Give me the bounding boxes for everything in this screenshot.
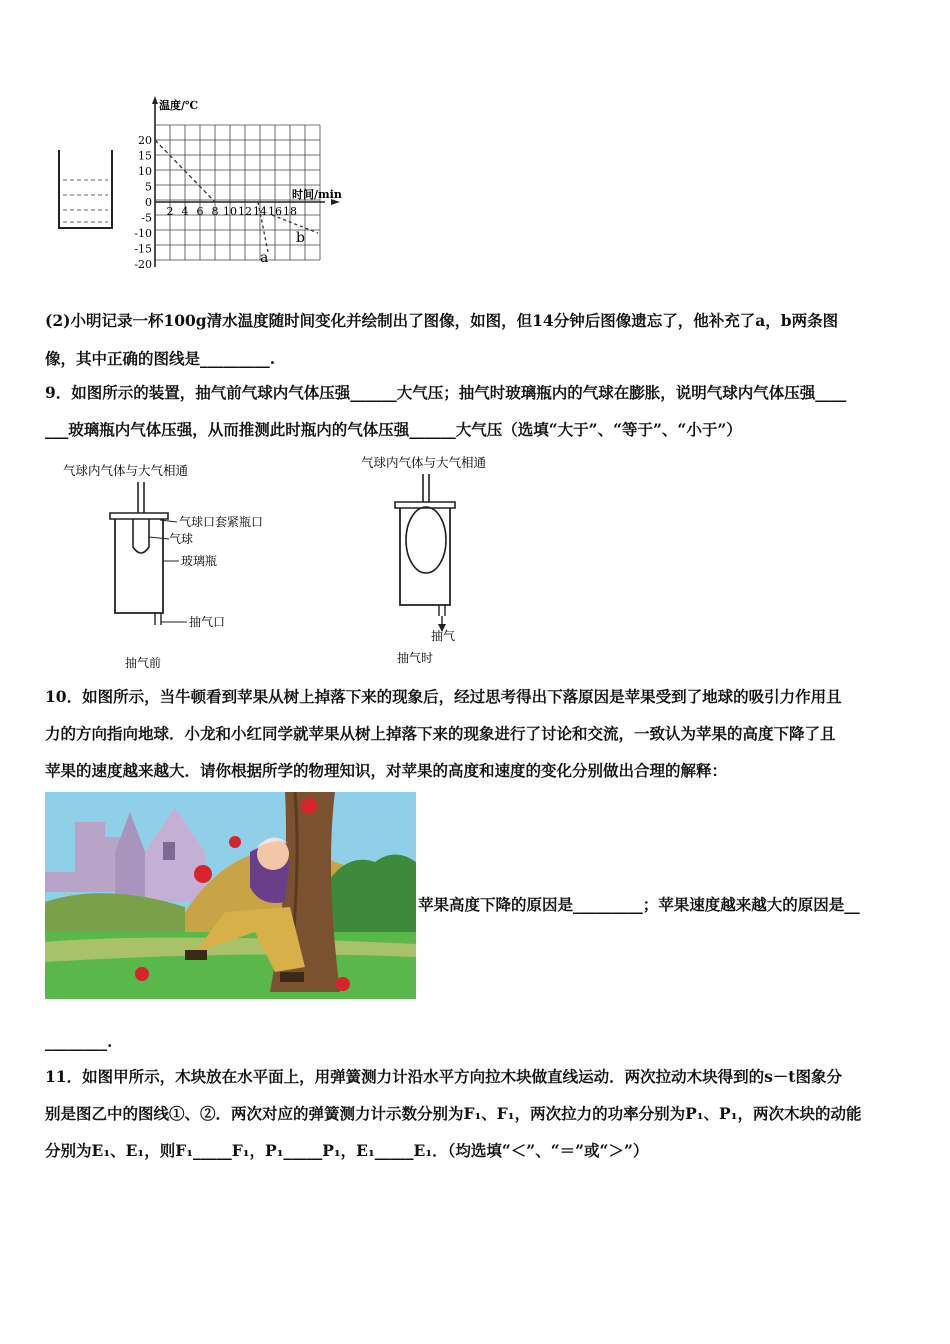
y-tick-label: 20	[138, 134, 152, 147]
fig-left-top-label: 气球内气体与大气相通	[63, 463, 189, 478]
y-tick-label: -5	[141, 211, 152, 225]
q8-line2: 像，其中正确的图线是_________.	[45, 349, 276, 368]
label-a: a	[260, 250, 269, 266]
graph-ylabel: 温度/℃	[159, 99, 199, 112]
q10-line1: 10．如图所示，当牛顿看到苹果从树上掉落下来的现象后，经过思考得出下落原因是苹果受到了地球的吸引力作用且	[45, 687, 842, 706]
q10-answer-tail: ________.	[45, 1032, 113, 1051]
apparatus-during-figure	[355, 450, 525, 670]
y-tick-label: -20	[134, 258, 152, 271]
x-tick-label: 14	[253, 205, 267, 218]
x-tick-label: 18	[283, 205, 297, 218]
y-tick-label: 0	[145, 196, 152, 209]
label-pump: 抽气	[431, 629, 456, 643]
q10-answer-line: 苹果高度下降的原因是_________；苹果速度越来越大的原因是__	[418, 895, 860, 914]
label-balloon: 气球	[169, 532, 194, 546]
graph-xlabel: 时间/min	[292, 188, 342, 201]
label-port: 抽气口	[189, 615, 226, 629]
apparatus-before-figure	[55, 455, 330, 670]
caption-before: 抽气前	[125, 656, 162, 670]
x-tick-label: 2	[166, 205, 174, 218]
q11-line2: 别是图乙中的图线①、②．两次对应的弹簧测力计示数分别为F₁、F₁，两次拉力的功率分别为P₁、P₁，两次木块的动能	[45, 1104, 862, 1123]
x-tick-label: 6	[196, 205, 204, 218]
q11-line1: 11．如图甲所示，木块放在水平面上，用弹簧测力计沿水平方向拉木块做直线运动．两次拉动木块得到的s－t图象分	[45, 1067, 842, 1086]
q9-line2: ___玻璃瓶内气体压强，从而推测此时瓶内的气体压强______大气压（选填“大于”、“等于”、“小于”）	[45, 420, 742, 439]
label-b: b	[296, 230, 305, 246]
x-tick-label: 12	[238, 205, 252, 218]
x-tick-label: 16	[268, 205, 282, 218]
label-mouth: 气球口套紧瓶口	[179, 515, 264, 529]
caption-during: 抽气时	[397, 651, 434, 665]
q9-line1: 9．如图所示的装置，抽气前气球内气体压强______大气压；抽气时玻璃瓶内的气球在膨胀，说明气球内气体压强____	[45, 383, 847, 402]
q10-line3: 苹果的速度越来越大．请你根据所学的物理知识，对苹果的高度和速度的变化分别做出合理的解释：	[45, 761, 728, 780]
x-tick-label: 4	[181, 205, 189, 218]
q8-line1: (2)小明记录一杯100g清水温度随时间变化并绘制出了图像，如图，但14分钟后图像遗忘了，他补充了a，b两条图	[45, 311, 839, 330]
x-tick-label: 10	[223, 205, 237, 218]
y-tick-label: -10	[134, 227, 152, 240]
fig-right-top-label: 气球内气体与大气相通	[361, 455, 487, 470]
temperature-graph	[120, 92, 360, 277]
q11-line3: 分别为E₁、E₁，则F₁_____F₁，P₁_____P₁，E₁_____E₁．（均选填“＜”、“＝”或“＞”）	[45, 1141, 649, 1160]
y-tick-label: 5	[145, 180, 152, 194]
newton-apple-illustration	[45, 792, 416, 999]
beaker-figure	[55, 148, 117, 232]
q10-line2: 力的方向指向地球．小龙和小红同学就苹果从树上掉落下来的现象进行了讨论和交流，一致认为苹果的高度下降了且	[45, 724, 836, 743]
y-tick-label: 15	[138, 149, 152, 163]
label-bottle: 玻璃瓶	[181, 554, 218, 568]
x-tick-label: 8	[211, 205, 219, 218]
y-tick-label: -15	[134, 242, 152, 256]
y-tick-label: 10	[138, 165, 152, 178]
